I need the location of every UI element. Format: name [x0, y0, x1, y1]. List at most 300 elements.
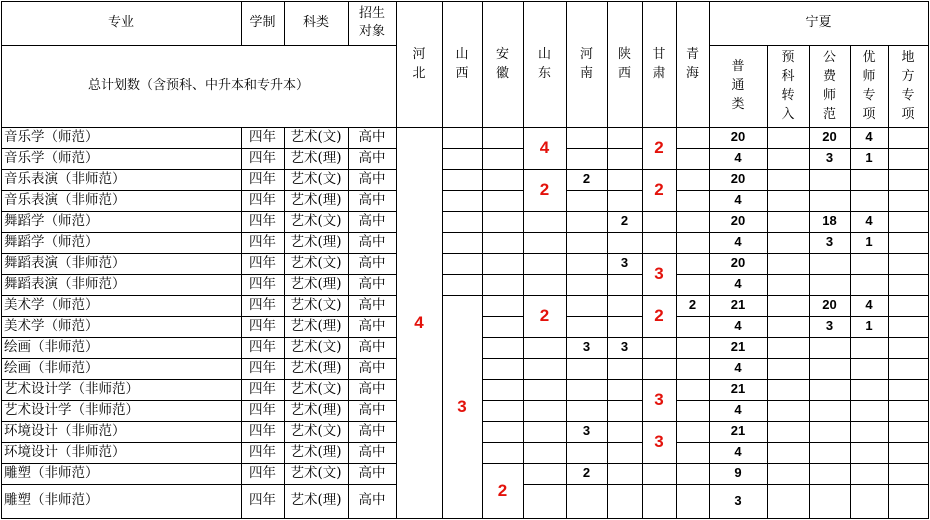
grid-hline: [482, 337, 524, 338]
row-ningxia-prep-transfer: [767, 379, 809, 400]
row-major: 艺术设计学（非师范）: [4, 380, 139, 397]
vertical-label: 陕 西: [617, 47, 631, 81]
grid-hline: [767, 463, 810, 464]
row-ningxia-excellent-teacher: [850, 400, 888, 421]
grid-hline: [888, 484, 929, 485]
row-ningxia-local-special: [888, 463, 928, 484]
merged-shanxi-count: 3: [457, 396, 467, 416]
header-major: 专业: [107, 14, 134, 30]
row-target: 高中: [358, 191, 386, 208]
grid-hline: [482, 253, 524, 254]
row-qinghai-count: 2: [688, 297, 697, 313]
grid-hline: [676, 358, 710, 359]
grid-vline: [523, 1, 524, 128]
grid-hline: [523, 463, 567, 464]
row-henan-count: [566, 295, 607, 316]
grid-hline: [442, 274, 483, 275]
row-ningxia-public-normal: 20: [822, 297, 837, 313]
grid-vline: [709, 127, 710, 519]
grid-hline: [642, 484, 677, 485]
row-ningxia-excellent-teacher: [850, 463, 888, 484]
row-ningxia-excellent-teacher: 1: [865, 318, 873, 334]
grid-vline: [396, 127, 397, 519]
table-border-bottom: [1, 518, 929, 519]
grid-hline: [642, 337, 677, 338]
header-province-hebei: [396, 1, 442, 127]
header-target: 招生对象: [358, 6, 385, 39]
grid-hline: [523, 358, 567, 359]
row-qinghai-count: [676, 421, 709, 442]
grid-hline: [709, 295, 768, 296]
grid-hline: [284, 232, 349, 233]
row-duration: 四年: [249, 149, 276, 166]
row-qinghai-count: [676, 190, 709, 211]
row-shaanxi-count: [607, 442, 642, 463]
grid-vline: [442, 1, 443, 128]
grid-hline: [241, 211, 285, 212]
grid-hline: [482, 379, 524, 380]
grid-hline: [809, 295, 851, 296]
row-ningxia-regular: 21: [730, 423, 746, 439]
row-major: 美术学（师范）: [4, 317, 99, 334]
grid-hline: [809, 232, 851, 233]
row-major: 舞蹈表演（非师范）: [4, 275, 126, 292]
row-target: 高中: [358, 401, 386, 418]
row-category: 艺术(文): [290, 128, 342, 145]
merged-gansu-count: 2: [654, 180, 664, 200]
grid-hline: [523, 442, 567, 443]
grid-hline: [482, 148, 524, 149]
grid-hline: [284, 421, 349, 422]
row-ningxia-local-special: [888, 358, 928, 379]
row-major: 舞蹈学（师范）: [4, 212, 99, 229]
row-duration: 四年: [249, 380, 276, 397]
grid-hline: [607, 211, 643, 212]
row-target: 高中: [358, 443, 386, 460]
grid-hline: [523, 274, 567, 275]
grid-hline: [676, 400, 710, 401]
header-ningxia-local-special: [888, 45, 928, 127]
header-ningxia: 宁夏: [805, 14, 832, 30]
grid-hline: [1, 463, 242, 464]
row-category: 艺术(理): [290, 191, 342, 208]
row-shaanxi-count: [607, 190, 642, 211]
grid-hline: [348, 400, 397, 401]
header-ningxia-public-normal: [809, 45, 850, 127]
grid-hline: [348, 295, 397, 296]
grid-hline: [566, 190, 608, 191]
row-ningxia-prep-transfer: [767, 421, 809, 442]
row-ningxia-prep-transfer: [767, 484, 809, 518]
row-henan-count: [566, 148, 607, 169]
row-major: 绘画（非师范）: [4, 359, 99, 376]
grid-hline: [241, 148, 285, 149]
grid-hline: [348, 169, 397, 170]
grid-hline: [482, 463, 524, 464]
row-target: 高中: [358, 233, 386, 250]
grid-hline: [767, 274, 810, 275]
row-qinghai-count: [676, 484, 709, 518]
row-ningxia-local-special: [888, 337, 928, 358]
grid-hline: [284, 253, 349, 254]
grid-hline: [767, 211, 810, 212]
row-henan-count: [566, 484, 607, 518]
row-henan-count: 3: [582, 339, 591, 355]
grid-hline: [1, 442, 242, 443]
row-ningxia-excellent-teacher: [850, 169, 888, 190]
row-henan-count: [566, 442, 607, 463]
row-ningxia-public-normal: [809, 421, 850, 442]
grid-hline: [888, 232, 929, 233]
row-ningxia-local-special: [888, 274, 928, 295]
row-ningxia-local-special: [888, 400, 928, 421]
grid-hline: [767, 379, 810, 380]
row-ningxia-excellent-teacher: [850, 379, 888, 400]
grid-hline: [566, 316, 608, 317]
grid-hline: [888, 379, 929, 380]
row-ningxia-regular: 21: [730, 339, 746, 355]
grid-hline: [348, 358, 397, 359]
row-ningxia-public-normal: [809, 442, 850, 463]
grid-hline: [767, 295, 810, 296]
grid-hline: [888, 295, 929, 296]
row-ningxia-excellent-teacher: [850, 358, 888, 379]
row-major: 音乐学（师范）: [4, 149, 99, 166]
grid-hline: [566, 442, 608, 443]
header-ningxia-prep-transfer: [767, 45, 809, 127]
row-category: 艺术(理): [290, 233, 342, 250]
row-ningxia-regular: 4: [734, 444, 742, 460]
grid-hline: [523, 253, 567, 254]
grid-hline: [442, 211, 483, 212]
row-qinghai-count: [676, 169, 709, 190]
grid-hline: [767, 421, 810, 422]
grid-hline: [348, 211, 397, 212]
grid-hline: [809, 274, 851, 275]
grid-hline: [888, 400, 929, 401]
row-category: 艺术(理): [290, 317, 342, 334]
row-duration: 四年: [249, 492, 276, 509]
row-target: 高中: [358, 275, 386, 292]
grid-vline: [241, 127, 242, 519]
row-ningxia-local-special: [888, 484, 928, 518]
row-shaanxi-count: [607, 400, 642, 421]
row-ningxia-prep-transfer: [767, 442, 809, 463]
row-ningxia-prep-transfer: [767, 232, 809, 253]
grid-hline: [850, 379, 889, 380]
grid-hline: [241, 253, 285, 254]
grid-hline: [1, 148, 242, 149]
grid-hline: [607, 379, 643, 380]
row-ningxia-local-special: [888, 211, 928, 232]
grid-vline: [676, 127, 677, 519]
grid-vline: [241, 1, 242, 46]
row-ningxia-public-normal: [809, 379, 850, 400]
grid-hline: [241, 316, 285, 317]
grid-hline: [1, 379, 242, 380]
row-ningxia-regular: 4: [734, 360, 742, 376]
row-ningxia-local-special: [888, 127, 928, 148]
row-ningxia-local-special: [888, 148, 928, 169]
row-ningxia-prep-transfer: [767, 190, 809, 211]
grid-vline: [348, 1, 349, 46]
row-target: 高中: [358, 338, 386, 355]
row-category: 艺术(理): [290, 401, 342, 418]
grid-hline: [850, 316, 889, 317]
grid-vline: [607, 127, 608, 519]
grid-hline: [566, 211, 608, 212]
row-duration: 四年: [249, 191, 276, 208]
row-ningxia-public-normal: 3: [825, 318, 834, 334]
grid-hline: [607, 148, 643, 149]
row-henan-count: [566, 127, 607, 148]
row-duration: 四年: [249, 359, 276, 376]
row-major: 环境设计（非师范）: [4, 443, 126, 460]
grid-hline: [888, 169, 929, 170]
grid-hline: [348, 190, 397, 191]
row-ningxia-public-normal: [809, 253, 850, 274]
row-duration: 四年: [249, 401, 276, 418]
merged-shandong-count: 4: [539, 138, 550, 158]
row-ningxia-public-normal: 3: [825, 150, 834, 166]
row-major: 雕塑（非师范）: [4, 492, 99, 509]
row-ningxia-local-special: [888, 379, 928, 400]
grid-hline: [850, 295, 889, 296]
row-ningxia-prep-transfer: [767, 316, 809, 337]
grid-vline: [523, 127, 524, 519]
grid-vline: [607, 1, 608, 128]
table-border-top: [1, 1, 929, 2]
grid-hline: [709, 169, 768, 170]
row-category: 艺术(理): [290, 443, 342, 460]
grid-hline: [482, 169, 524, 170]
grid-hline: [607, 400, 643, 401]
grid-hline: [241, 358, 285, 359]
grid-hline: [809, 337, 851, 338]
grid-hline: [523, 337, 567, 338]
row-ningxia-local-special: [888, 316, 928, 337]
grid-hline: [809, 400, 851, 401]
merged-gansu-count: 3: [654, 390, 664, 410]
row-shaanxi-count: [607, 232, 642, 253]
grid-vline: [850, 127, 851, 519]
row-category: 艺术(文): [290, 338, 342, 355]
header-province-qinghai: [676, 1, 709, 127]
grid-hline: [709, 484, 768, 485]
row-ningxia-prep-transfer: [767, 400, 809, 421]
grid-hline: [284, 211, 349, 212]
grid-hline: [809, 253, 851, 254]
row-ningxia-regular: 21: [730, 297, 746, 313]
row-qinghai-count: [676, 316, 709, 337]
row-duration: 四年: [249, 422, 276, 439]
row-category: 艺术(文): [290, 296, 342, 313]
grid-hline: [482, 232, 524, 233]
grid-hline: [676, 442, 710, 443]
row-henan-count: [566, 316, 607, 337]
grid-hline: [1, 253, 242, 254]
row-major: 绘画（非师范）: [4, 338, 99, 355]
grid-hline: [442, 295, 483, 296]
grid-hline: [850, 484, 889, 485]
row-shaanxi-count: [607, 463, 642, 484]
grid-hline: [809, 421, 851, 422]
grid-hline: [709, 421, 768, 422]
grid-hline: [1, 295, 242, 296]
grid-vline: [767, 45, 768, 128]
grid-hline: [566, 253, 608, 254]
row-ningxia-excellent-teacher: 4: [865, 129, 873, 145]
row-ningxia-prep-transfer: [767, 463, 809, 484]
grid-hline: [607, 232, 643, 233]
row-duration: 四年: [249, 212, 276, 229]
grid-hline: [809, 169, 851, 170]
grid-hline: [482, 358, 524, 359]
grid-hline: [767, 484, 810, 485]
grid-hline: [284, 379, 349, 380]
grid-vline: [396, 1, 397, 128]
grid-hline: [767, 442, 810, 443]
row-henan-count: [566, 379, 607, 400]
grid-hline: [809, 316, 851, 317]
merged-shandong-count: 2: [539, 306, 550, 326]
row-major: 舞蹈学（师范）: [4, 233, 99, 250]
grid-hline: [284, 442, 349, 443]
grid-hline: [523, 421, 567, 422]
row-major: 雕塑（非师范）: [4, 464, 99, 481]
row-qinghai-count: [676, 442, 709, 463]
merged-gansu-count: 2: [654, 138, 664, 158]
row-target: 高中: [358, 296, 386, 313]
row-henan-count: [566, 232, 607, 253]
grid-hline: [676, 463, 710, 464]
vertical-label: 公 费 师 范: [822, 50, 836, 122]
row-ningxia-prep-transfer: [767, 148, 809, 169]
grid-hline: [676, 484, 710, 485]
grid-hline: [767, 190, 810, 191]
row-ningxia-excellent-teacher: [850, 337, 888, 358]
grid-hline: [607, 274, 643, 275]
grid-hline: [284, 358, 349, 359]
grid-hline: [676, 253, 710, 254]
grid-hline: [1, 400, 242, 401]
grid-hline: [642, 211, 677, 212]
grid-hline: [809, 463, 851, 464]
grid-hline: [809, 442, 851, 443]
grid-hline: [482, 274, 524, 275]
grid-vline: [284, 127, 285, 519]
grid-hline: [676, 379, 710, 380]
grid-hline: [642, 421, 677, 422]
grid-hline: [850, 358, 889, 359]
grid-hline: [284, 316, 349, 317]
grid-hline: [482, 190, 524, 191]
row-ningxia-public-normal: [809, 400, 850, 421]
grid-hline: [566, 358, 608, 359]
merged-anhui-count: 2: [497, 480, 508, 500]
grid-hline: [607, 253, 643, 254]
grid-vline: [566, 1, 567, 128]
grid-hline: [523, 169, 567, 170]
row-ningxia-public-normal: 3: [825, 234, 834, 250]
grid-hline: [284, 295, 349, 296]
row-target: 高中: [358, 380, 386, 397]
grid-vline: [676, 1, 677, 128]
grid-hline: [850, 337, 889, 338]
grid-hline: [348, 148, 397, 149]
grid-hline: [850, 232, 889, 233]
grid-hline: [284, 463, 349, 464]
row-duration: 四年: [249, 317, 276, 334]
grid-vline: [709, 1, 710, 128]
row-ningxia-public-normal: [809, 169, 850, 190]
grid-vline: [809, 45, 810, 128]
grid-hline: [241, 421, 285, 422]
grid-hline: [850, 442, 889, 443]
row-major: 舞蹈表演（非师范）: [4, 254, 126, 271]
row-qinghai-count: [676, 211, 709, 232]
row-duration: 四年: [249, 464, 276, 481]
row-ningxia-regular: 21: [730, 381, 746, 397]
grid-hline: [709, 274, 768, 275]
vertical-label: 山 西: [455, 47, 469, 81]
grid-hline: [523, 400, 567, 401]
grid-hline: [850, 253, 889, 254]
grid-hline: [709, 190, 768, 191]
grid-hline: [241, 463, 285, 464]
grid-hline: [1, 211, 242, 212]
grid-hline: [709, 148, 768, 149]
row-qinghai-count: [676, 274, 709, 295]
row-ningxia-public-normal: [809, 484, 850, 518]
row-ningxia-public-normal: 18: [822, 213, 837, 229]
grid-hline: [676, 295, 710, 296]
row-ningxia-public-normal: [809, 358, 850, 379]
merged-shandong-count: 2: [539, 180, 550, 200]
row-ningxia-regular: 20: [730, 255, 746, 271]
row-ningxia-prep-transfer: [767, 253, 809, 274]
grid-hline: [566, 295, 608, 296]
row-ningxia-local-special: [888, 190, 928, 211]
row-henan-count: [566, 253, 607, 274]
row-ningxia-regular: 4: [734, 276, 742, 292]
grid-hline: [1, 169, 242, 170]
grid-hline: [348, 484, 397, 485]
grid-vline: [442, 127, 443, 519]
enrollment-plan-table: [1, 1, 928, 519]
row-target: 高中: [358, 128, 386, 145]
grid-hline: [676, 274, 710, 275]
grid-hline: [348, 253, 397, 254]
grid-hline: [566, 421, 608, 422]
grid-hline: [348, 442, 397, 443]
grid-hline: [709, 253, 768, 254]
row-qinghai-count: [676, 337, 709, 358]
row-henan-count: 3: [582, 423, 591, 439]
grid-vline: [888, 45, 889, 128]
grid-hline: [850, 400, 889, 401]
grid-hline: [888, 190, 929, 191]
grid-hline: [607, 484, 643, 485]
grid-hline: [566, 232, 608, 233]
grid-hline: [241, 295, 285, 296]
grid-hline: [888, 253, 929, 254]
grid-hline: [767, 253, 810, 254]
grid-hline: [607, 169, 643, 170]
row-shaanxi-count: [607, 274, 642, 295]
row-ningxia-excellent-teacher: 4: [865, 213, 873, 229]
grid-hline: [676, 316, 710, 317]
